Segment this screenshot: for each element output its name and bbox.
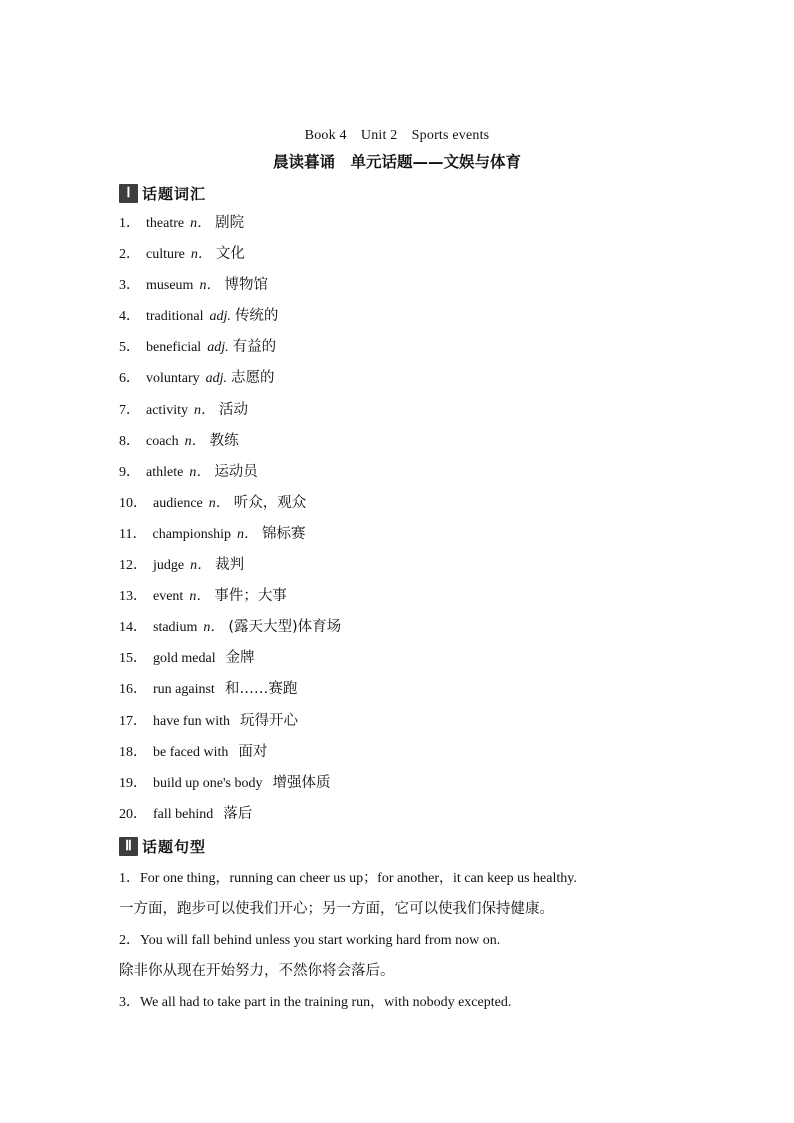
vocab-number: 18． <box>119 744 147 760</box>
vocab-word: voluntary <box>146 371 200 387</box>
vocab-word: fall behind <box>153 806 214 822</box>
vocab-word: have fun with <box>153 713 230 729</box>
vocab-meaning: 面对 <box>238 743 268 760</box>
vocab-word: stadium <box>153 620 198 636</box>
vocab-part-of-speech: adj. <box>205 371 228 387</box>
vocab-part-of-speech: n． <box>189 464 211 480</box>
vocab-list <box>119 211 341 833</box>
vocab-part-of-speech: n． <box>190 558 212 574</box>
vocab-item <box>119 273 341 304</box>
vocab-item <box>119 242 341 273</box>
sentence-cn: 一方面，跑步可以使我们开心；另一方面，它可以使我们保持健康。 <box>119 901 554 917</box>
vocab-word: be faced with <box>153 744 229 760</box>
vocab-word: audience <box>153 495 203 511</box>
vocab-meaning: 落后 <box>223 805 253 822</box>
vocab-item <box>119 460 341 491</box>
vocab-number: 15． <box>119 651 147 667</box>
vocab-item <box>119 522 341 553</box>
section-header-sentences <box>119 836 206 856</box>
vocab-item <box>119 615 341 646</box>
vocab-number: 9． <box>119 464 140 480</box>
sentence-en: 3．We all had to take part in the training run，with nobody excepted. <box>119 995 512 1010</box>
vocab-item <box>119 771 341 802</box>
vocab-part-of-speech: n． <box>237 526 259 542</box>
vocab-item <box>119 335 341 366</box>
sentence-en: 2．You will fall behind unless you start working hard from now on. <box>119 933 501 948</box>
unit-topic-subtitle: 晨读暮诵 单元话题——文娱与体育 <box>272 153 521 171</box>
vocab-number: 6． <box>119 371 140 387</box>
vocab-number: 19． <box>119 775 147 791</box>
vocab-meaning: 玩得开心 <box>239 712 298 729</box>
vocab-number: 20． <box>119 806 147 822</box>
vocab-part-of-speech: n． <box>190 216 212 231</box>
vocab-item <box>119 709 341 740</box>
vocab-part-of-speech: n． <box>189 589 211 605</box>
vocab-part-of-speech: adj. <box>209 309 231 325</box>
vocab-meaning: 文化 <box>215 246 245 263</box>
vocab-part-of-speech: n． <box>190 247 212 263</box>
vocab-word: championship <box>152 526 232 542</box>
vocab-meaning: 增强体质 <box>272 774 331 791</box>
vocab-word: event <box>153 589 184 605</box>
vocab-item <box>119 398 341 429</box>
vocab-part-of-speech: n． <box>208 495 230 511</box>
vocab-word: culture <box>146 247 185 263</box>
vocab-part-of-speech: n． <box>194 402 215 418</box>
section-numeral-badge: Ⅰ <box>119 184 138 203</box>
vocab-word: athlete <box>146 464 184 480</box>
vocab-word: activity <box>146 402 188 418</box>
vocab-meaning: 活动 <box>219 401 248 418</box>
vocab-number: 10． <box>119 495 147 511</box>
vocab-meaning: 听众，观众 <box>233 494 307 511</box>
vocab-word: judge <box>153 558 185 574</box>
vocab-part-of-speech: n． <box>203 620 225 636</box>
section-label: 话题句型 <box>142 837 207 856</box>
vocab-number: 13． <box>119 589 147 605</box>
vocab-number: 5． <box>119 340 140 356</box>
vocab-meaning: 和……赛跑 <box>224 681 298 698</box>
vocab-number: 17． <box>119 713 147 729</box>
vocab-number: 1． <box>119 216 140 231</box>
vocab-meaning: 金牌 <box>225 650 255 667</box>
vocab-number: 4． <box>119 309 140 325</box>
vocab-meaning: 裁判 <box>215 557 245 574</box>
vocab-meaning: 教练 <box>209 432 239 449</box>
vocab-number: 3． <box>119 278 140 294</box>
vocab-number: 14． <box>119 620 147 636</box>
vocab-item <box>119 304 341 335</box>
section-numeral-badge: Ⅱ <box>119 837 138 856</box>
vocab-word: build up one's body <box>153 775 263 791</box>
vocab-meaning: 事件；大事 <box>214 588 287 605</box>
vocab-item <box>119 553 341 584</box>
vocab-meaning: 志愿的 <box>231 370 275 387</box>
vocab-meaning: 传统的 <box>234 308 279 325</box>
sentence-cn: 除非你从现在开始努力，不然你将会落后。 <box>119 963 395 979</box>
vocab-item <box>119 677 341 708</box>
vocab-item <box>119 366 341 397</box>
vocab-meaning: 锦标赛 <box>262 525 306 542</box>
vocab-number: 2． <box>119 247 140 263</box>
vocab-meaning: 有益的 <box>232 339 277 356</box>
vocab-item <box>119 802 341 833</box>
vocab-item <box>119 491 341 522</box>
vocab-meaning: 剧院 <box>215 215 245 231</box>
vocab-word: gold medal <box>153 651 216 667</box>
vocab-meaning: 运动员 <box>214 463 258 480</box>
vocab-item <box>119 646 341 677</box>
vocab-meaning: (露天大型)体育场 <box>228 619 342 636</box>
section-label: 话题词汇 <box>142 184 207 203</box>
vocab-number: 11． <box>119 526 147 542</box>
vocab-word: traditional <box>146 309 204 325</box>
vocab-word: museum <box>146 278 194 294</box>
vocab-part-of-speech: adj. <box>207 340 229 356</box>
vocab-item <box>119 429 341 460</box>
vocab-number: 16． <box>119 682 147 698</box>
vocab-number: 7． <box>119 402 140 418</box>
vocab-part-of-speech: n． <box>199 278 221 294</box>
vocab-item <box>119 584 341 615</box>
book-unit-title: Book 4 Unit 2 Sports events <box>304 128 490 143</box>
vocab-word: coach <box>146 433 179 449</box>
vocab-number: 12． <box>119 558 147 574</box>
vocab-word: theatre <box>146 216 185 231</box>
vocab-number: 8． <box>119 433 140 449</box>
section-header-vocab <box>119 183 206 203</box>
vocab-meaning: 博物馆 <box>224 277 268 294</box>
vocab-word: beneficial <box>146 340 202 356</box>
vocab-item <box>119 740 341 771</box>
vocab-word: run against <box>153 682 215 698</box>
vocab-item <box>119 211 341 242</box>
vocab-part-of-speech: n． <box>184 433 206 449</box>
sentence-en: 1．For one thing，running can cheer us up；for another，it can keep us healthy. <box>119 871 577 886</box>
